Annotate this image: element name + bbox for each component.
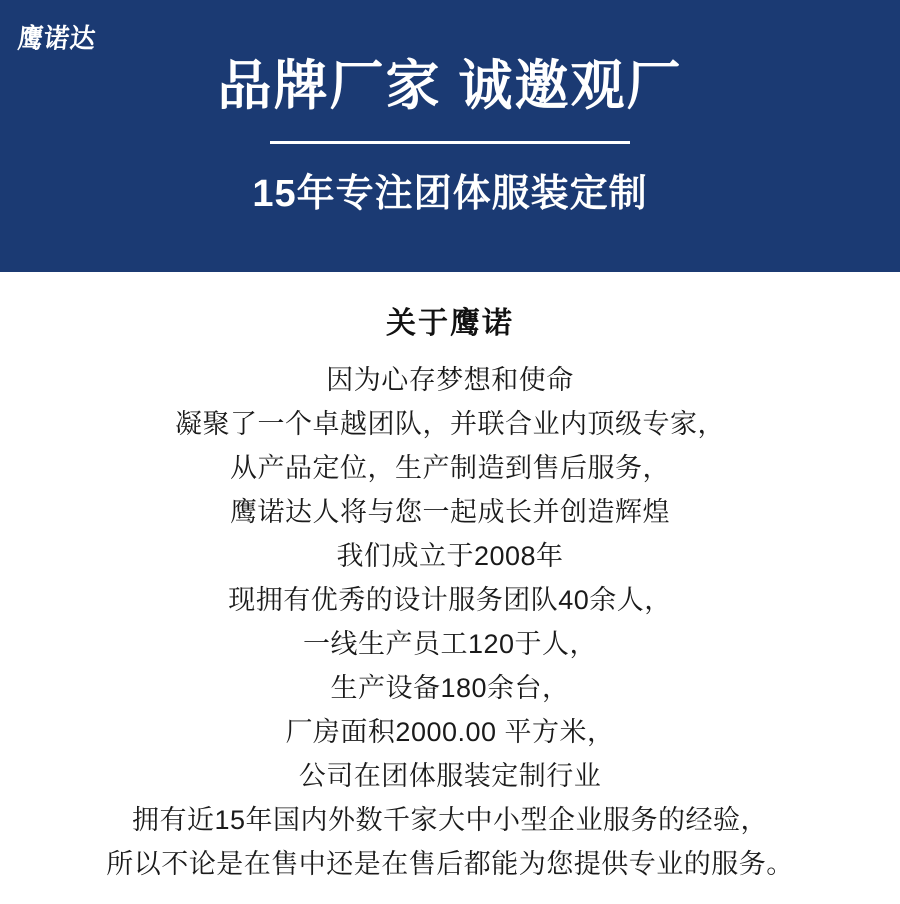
about-line: 拥有近15年国内外数千家大中小型企业服务的经验， [131,805,769,835]
about-line: 一线生产员工120于人， [302,629,598,659]
about-section [0,272,900,904]
about-line: 我们成立于2008年 [336,541,564,571]
about-line: 鹰诺达人将与您一起成长并创造辉煌 [230,497,670,527]
about-line: 所以不论是在售中还是在售后都能为您提供专业的服务。 [106,849,794,879]
about-line: 凝聚了一个卓越团队，并联合业内顶级专家， [175,409,725,439]
about-line: 生产设备180余台， [330,673,570,703]
brand-logo-text: 鹰诺达 [16,22,98,55]
hero-banner [0,0,900,272]
about-line: 现拥有优秀的设计服务团队40余人， [228,585,672,615]
banner-divider [270,141,630,144]
about-line: 厂房面积2000.00 平方米， [285,717,615,747]
about-line: 公司在团体服装定制行业 [298,761,602,791]
about-title: 关于鹰诺 [386,307,514,340]
about-line: 从产品定位，生产制造到售后服务， [230,453,670,483]
banner-subheadline: 15年专注团体服装定制 [252,173,648,216]
banner-content [0,0,900,272]
banner-headline: 品牌厂家 诚邀观厂 [217,55,683,116]
about-line: 因为心存梦想和使命 [326,365,574,395]
